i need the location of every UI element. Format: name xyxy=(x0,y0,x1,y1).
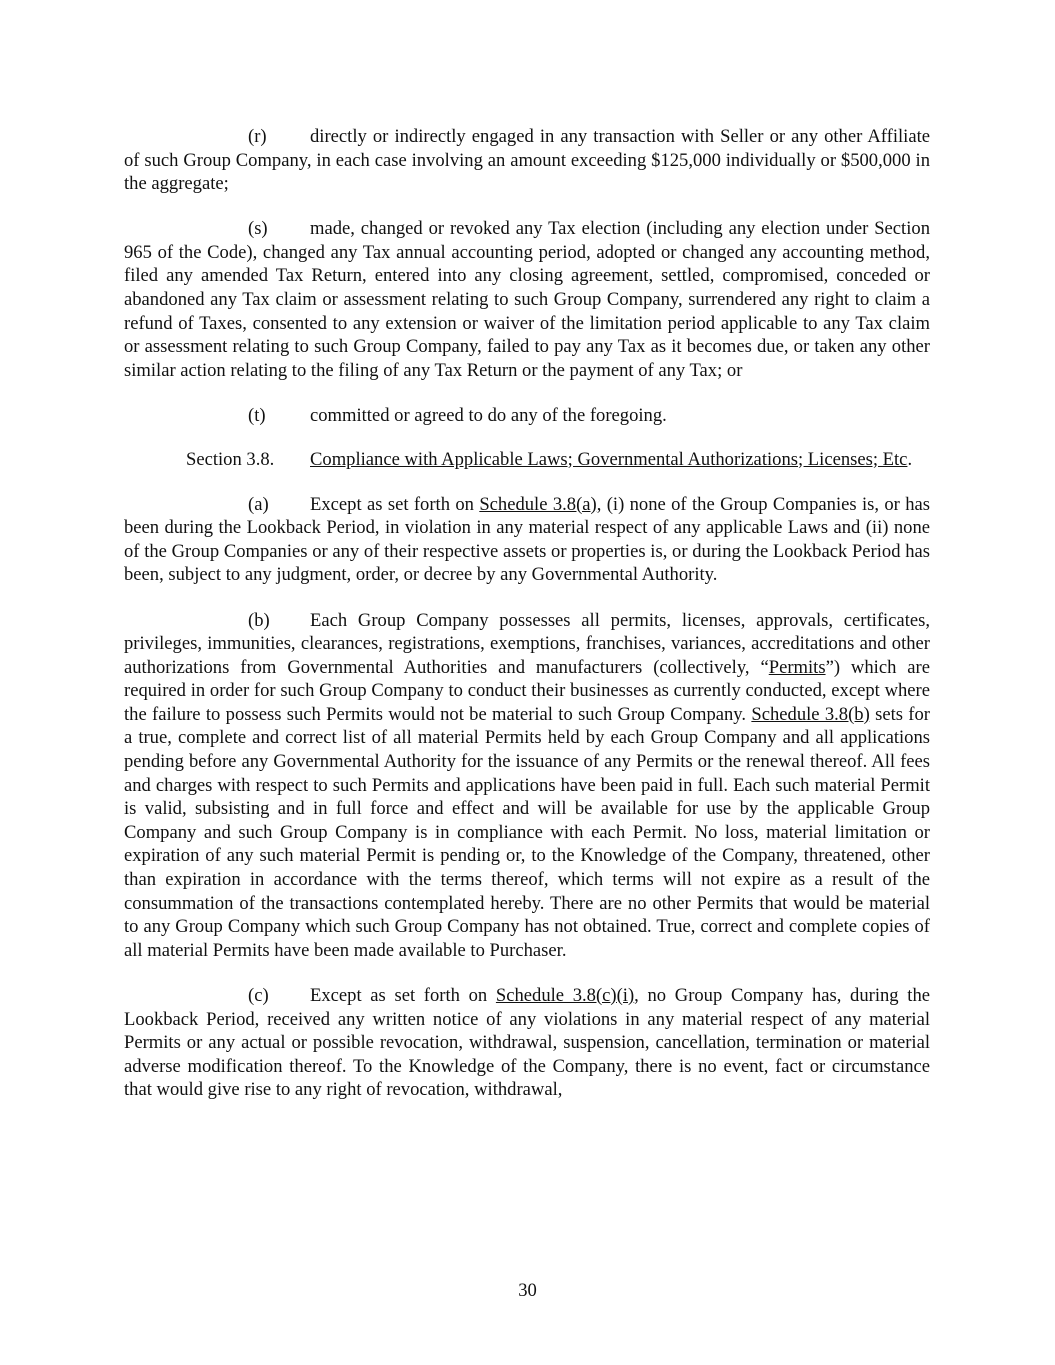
clause-r xyxy=(124,125,930,196)
clause-c xyxy=(124,984,930,1102)
clause-text: , (i) none of the Group Companies is, or has been during the Lookback Period, in violation in any material respect of any applicable Laws and (ii) none of the Group Companies or any of their respective assets or properties is, or during the Lookback Period has been, subject to any judgment, order, or decree by any Governmental Authority. xyxy=(124,493,931,586)
section-number: Section 3.8. xyxy=(186,448,275,470)
defined-term: Permits xyxy=(768,656,826,678)
clause-text: Except as set forth on xyxy=(310,493,480,515)
clause-label: (t) xyxy=(248,404,266,426)
section-title: Compliance with Applicable Laws; Governmental Authorizations; Licenses; Etc xyxy=(310,448,908,470)
clause-text: committed or agreed to do any of the foregoing. xyxy=(310,404,667,426)
clause-label: (s) xyxy=(248,218,268,240)
clause-label: (c) xyxy=(248,984,269,1006)
clause-label: (a) xyxy=(248,493,269,515)
clause-a xyxy=(124,493,930,587)
clause-text: Each Group Company possesses all permits, licenses, approvals, certificates, privileges, immunities, clearances, registrations, exemptions, franchises, variances, accreditations and other authorizations from Governmental Authorities and manufacturers (collectively, “ xyxy=(124,609,930,678)
clause-b xyxy=(124,609,930,963)
document-page xyxy=(124,125,930,1123)
schedule-reference: Schedule 3.8(c)(i) xyxy=(495,984,635,1006)
clause-text: made, changed or revoked any Tax election (including any election under Section 965 of the Code), changed any Tax annual accounting period, adopted or changed any accounting method, filed any amended Tax Return, entered into any closing agreement, settled, compromised, conceded or abandoned any Tax claim or assessment relating to such Group Company, surrendered any right to claim a refund of Taxes, consented to any extension or waiver of the limitation period applicable to any Tax claim or assessment relating to such Group Company, failed to pay any Tax as it becomes due, or taken any other similar action relating to the filing of any Tax Return or the payment of any Tax; or xyxy=(124,218,930,381)
clause-text: directly or indirectly engaged in any transaction with Seller or any other Affiliate of such Group Company, in each case involving an amount exceeding $125,000 individually or $500,000 in the aggregate; xyxy=(124,126,930,195)
clause-label: (b) xyxy=(248,609,270,631)
clause-t xyxy=(124,404,930,428)
clause-text: sets for a true, complete and correct list of all material Permits held by each Group Company and all applications pending before any Governmental Authority for the issuance of any Permits or the renewal thereof. All fees and charges with respect to such Permits and applications have been paid in full. Each such material Permit is valid, subsisting and in full force and effect and will be available for use by the applicable Group Company and such Group Company is in compliance with each Permit. No loss, material limitation or expiration of any such material Permit is pending or, to the Knowledge of the Company, threatened, other than expiration in accordance with the terms thereof, which terms will not expire as a result of the consummation of the transactions contemplated hereby. There are no other Permits that would be material to any Group Company which such Group Company has not obtained. True, correct and complete copies of all material Permits have been made available to Purchaser. xyxy=(124,703,930,961)
clause-text: , no Group Company has, during the Lookback Period, received any written notice of any violations in any material respect of any material Permits or any actual or possible revocation, withdrawal, suspension, cancellation, termination or material adverse modification thereof. To the Knowledge of the Company, there is no event, fact or circumstance that would give rise to any right of revocation, withdrawal, xyxy=(124,984,930,1101)
clause-s xyxy=(124,217,930,382)
schedule-reference: Schedule 3.8(a) xyxy=(479,493,597,515)
clause-label: (r) xyxy=(248,126,267,147)
clause-text: Except as set forth on xyxy=(310,984,496,1006)
schedule-reference: Schedule 3.8(b) xyxy=(751,703,870,725)
section-heading xyxy=(124,448,930,472)
clause-text: ”) which are required in order for such Group Company to conduct their businesses as currently conducted, except where the failure to possess such Permits would not be material to such Group Company. xyxy=(124,656,930,725)
page-number: 30 xyxy=(518,1280,537,1301)
section-title-trail: . xyxy=(907,448,913,470)
